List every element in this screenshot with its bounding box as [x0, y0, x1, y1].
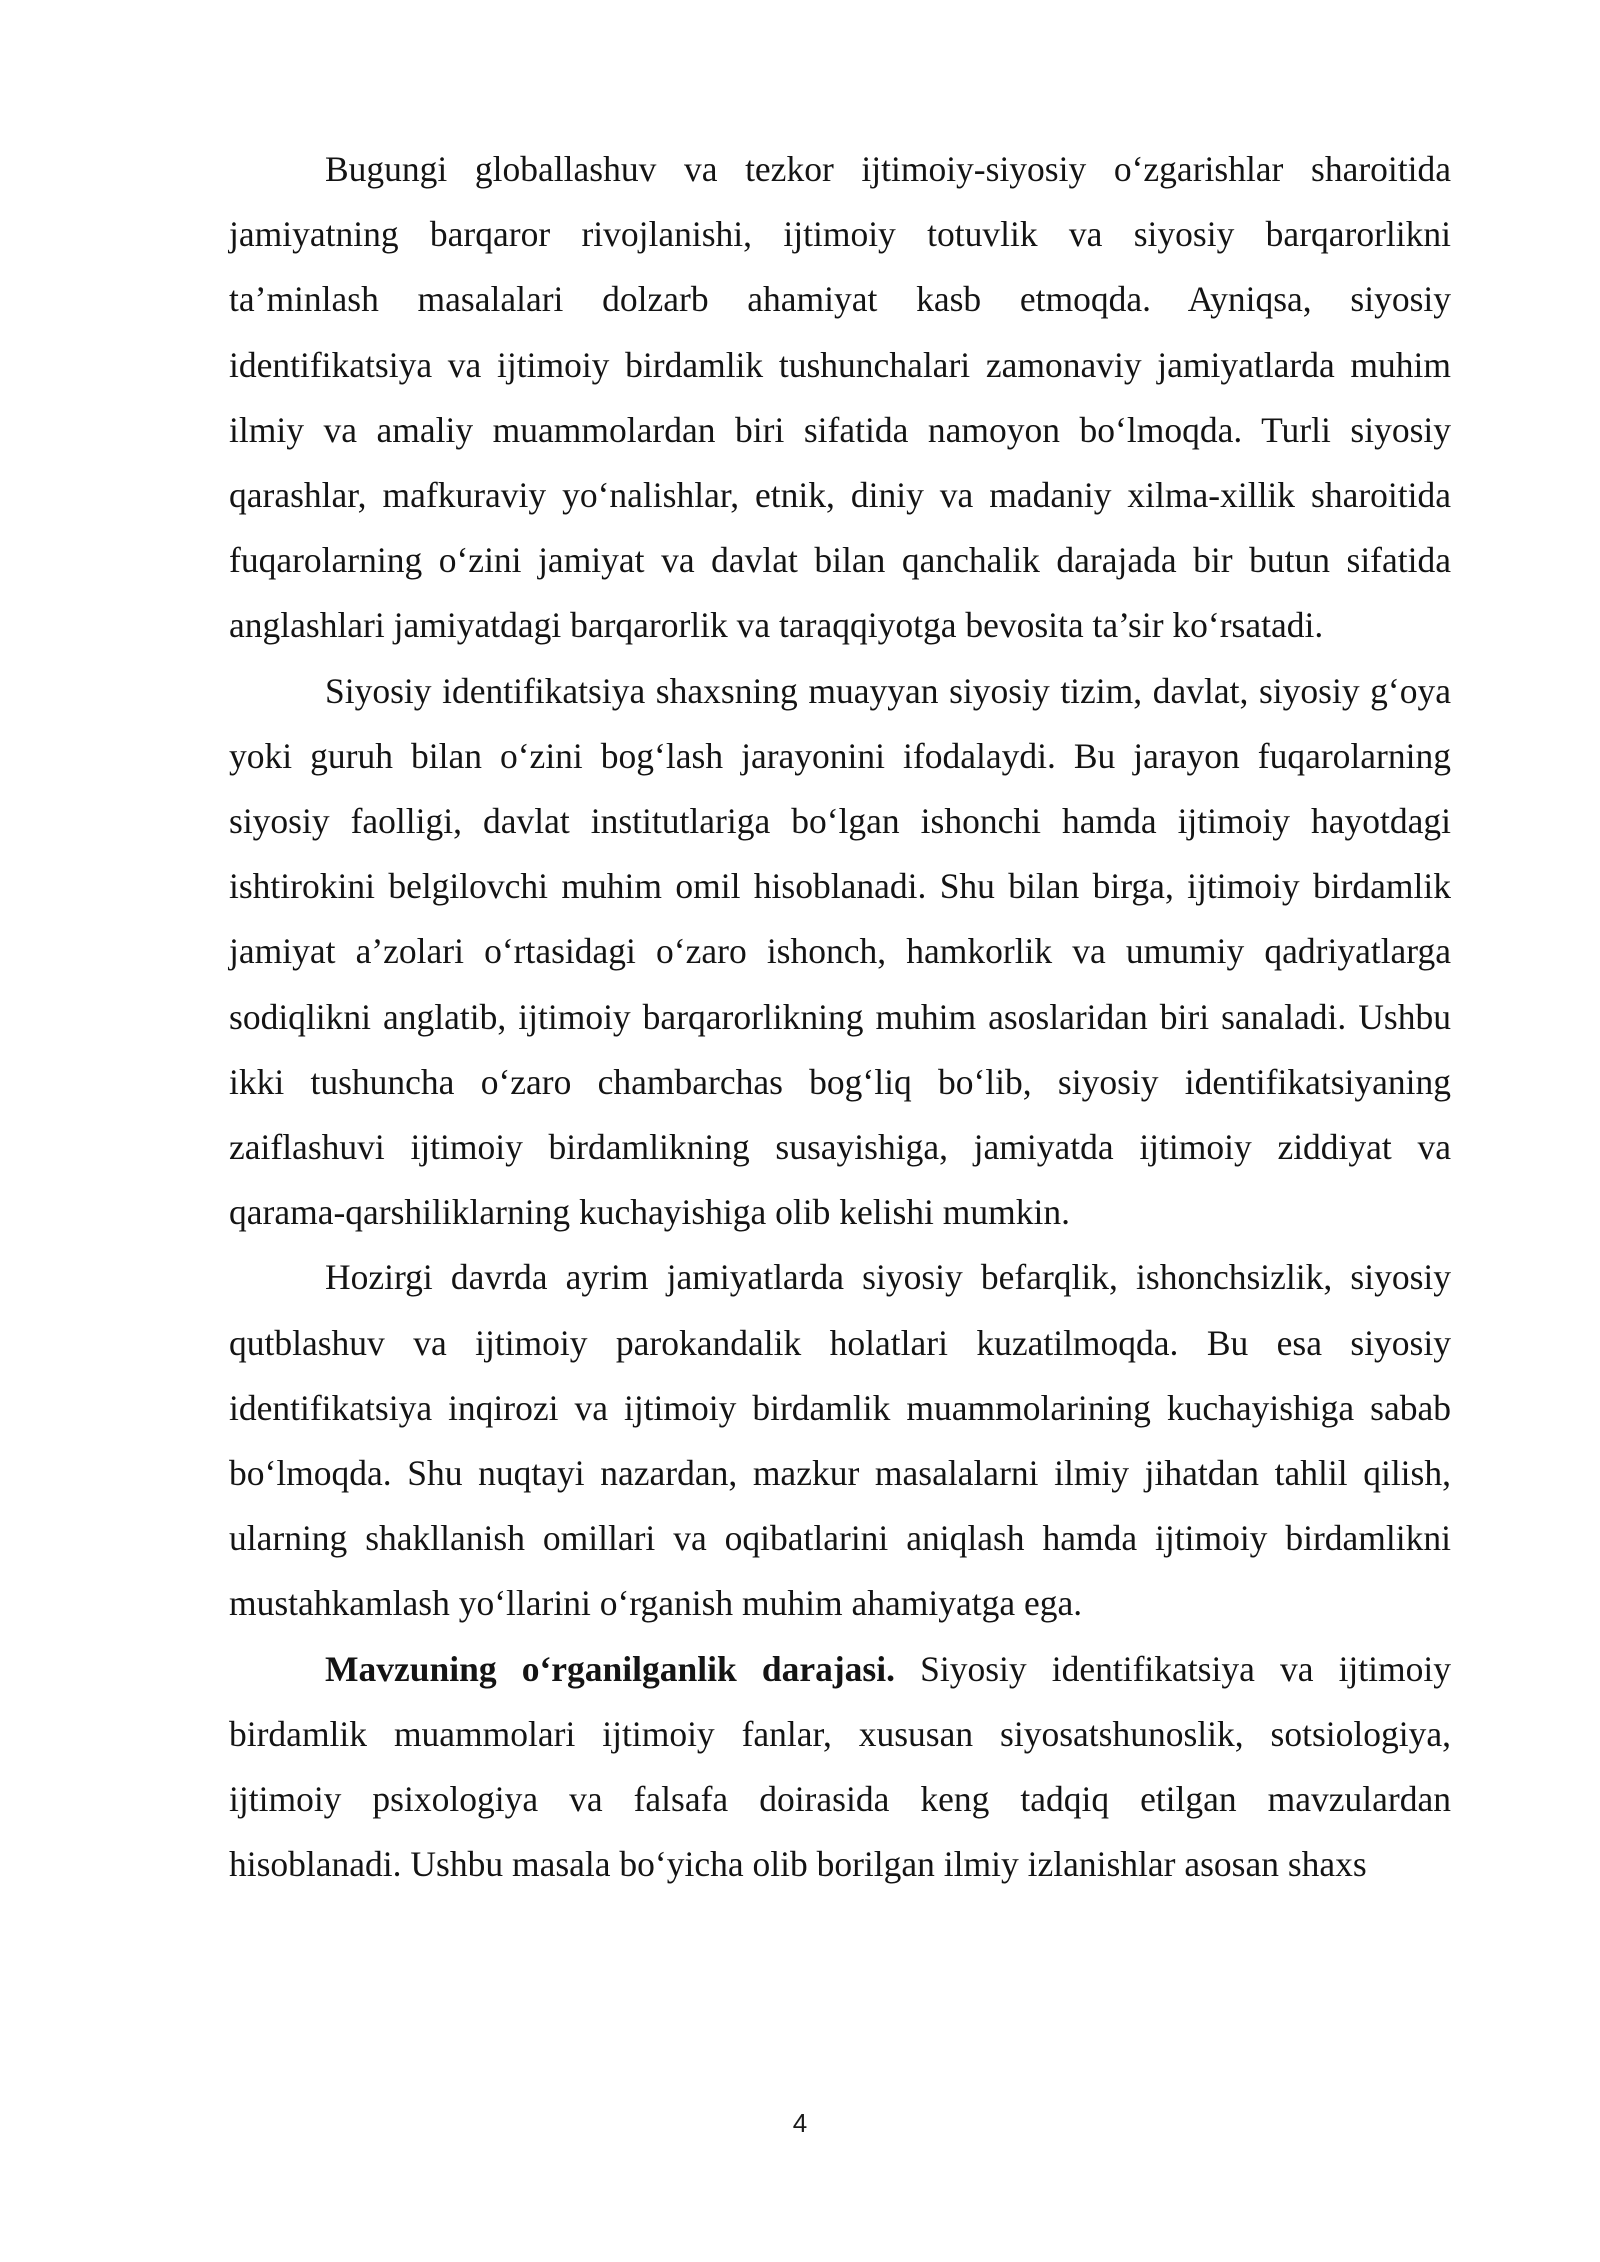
- paragraph-1-text: Bugungi globallashuv va tezkor ijtimoiy-siyosiy o‘zgarishlar sharoitida jamiyatning barqaror rivojlanishi, ijtimoiy totuvlik va siyosiy barqarorlikni ta’minlash masalalari dolzarb ahamiyat kasb etmoqda. Ayniqsa, siyosiy identifikatsiya va ijtimoiy birdamlik tushunchalari zamonaviy jamiyatlarda muhim ilmiy va amaliy muammolardan biri sifatida namoyon bo‘lmoqda. Turli siyosiy qarashlar, mafkuraviy yo‘nalishlar, etnik, diniy va madaniy xilma-xillik sharoitida fuqarolarning o‘zini jamiyat va davlat bilan qanchalik darajada bir butun sifatida anglashlari jamiyatdagi barqarorlik va taraqqiyotga bevosita ta’sir ko‘rsatadi.: [229, 149, 1451, 646]
- paragraph-2: [229, 659, 1451, 1246]
- paragraph-1: [229, 137, 1451, 659]
- paragraph-4-text: Siyosiy identifikatsiya va ijtimoiy birdamlik muammolari ijtimoiy fanlar, xususan siyosatshunoslik, sotsiologiya, ijtimoiy psixologiya va falsafa doirasida keng tadqiq etilgan mavzulardan hisoblanadi. Ushbu masala bo‘yicha olib borilgan ilmiy izlanishlar asosan shaxs: [229, 1648, 1451, 1885]
- paragraph-2-text: Siyosiy identifikatsiya shaxsning muayyan siyosiy tizim, davlat, siyosiy g‘oya yoki guruh bilan o‘zini bog‘lash jarayonini ifodalaydi. Bu jarayon fuqarolarning siyosiy faolligi, davlat institutlariga bo‘lgan ishonchi hamda ijtimoiy hayotdagi ishtirokini belgilovchi muhim omil hisoblanadi. Shu bilan birga, ijtimoiy birdamlik jamiyat a’zolari o‘rtasidagi o‘zaro ishonch, hamkorlik va umumiy qadriyatlarga sodiqlikni anglatib, ijtimoiy barqarorlikning muhim asoslaridan biri sanaladi. Ushbu ikki tushuncha o‘zaro chambarchas bog‘liq bo‘lib, siyosiy identifikatsiyaning zaiflashuvi ijtimoiy birdamlikning susayishiga, jamiyatda ijtimoiy ziddiyat va qarama-qarshiliklarning kuchayishiga olib kelishi mumkin.: [229, 670, 1451, 1233]
- body-text: [229, 137, 1451, 1897]
- section-heading-inline: Mavzuning o‘rganilganlik darajasi.: [325, 1648, 895, 1689]
- page-number: 4: [792, 2108, 808, 2138]
- paragraph-3: [229, 1245, 1451, 1636]
- paragraph-3-text: Hozirgi davrda ayrim jamiyatlarda siyosiy befarqlik, ishonchsizlik, siyosiy qutblashuv va ijtimoiy parokandalik holatlari kuzatilmoqda. Bu esa siyosiy identifikatsiya inqirozi va ijtimoiy birdamlik muammolarining kuchayishiga sabab bo‘lmoqda. Shu nuqtayi nazardan, mazkur masalalarni ilmiy jihatdan tahlil qilish, ularning shakllanish omillari va oqibatlarini aniqlash hamda ijtimoiy birdamlikni mustahkamlash yo‘llarini o‘rganish muhim ahamiyatga ega.: [229, 1257, 1451, 1624]
- paragraph-4: [229, 1637, 1451, 1898]
